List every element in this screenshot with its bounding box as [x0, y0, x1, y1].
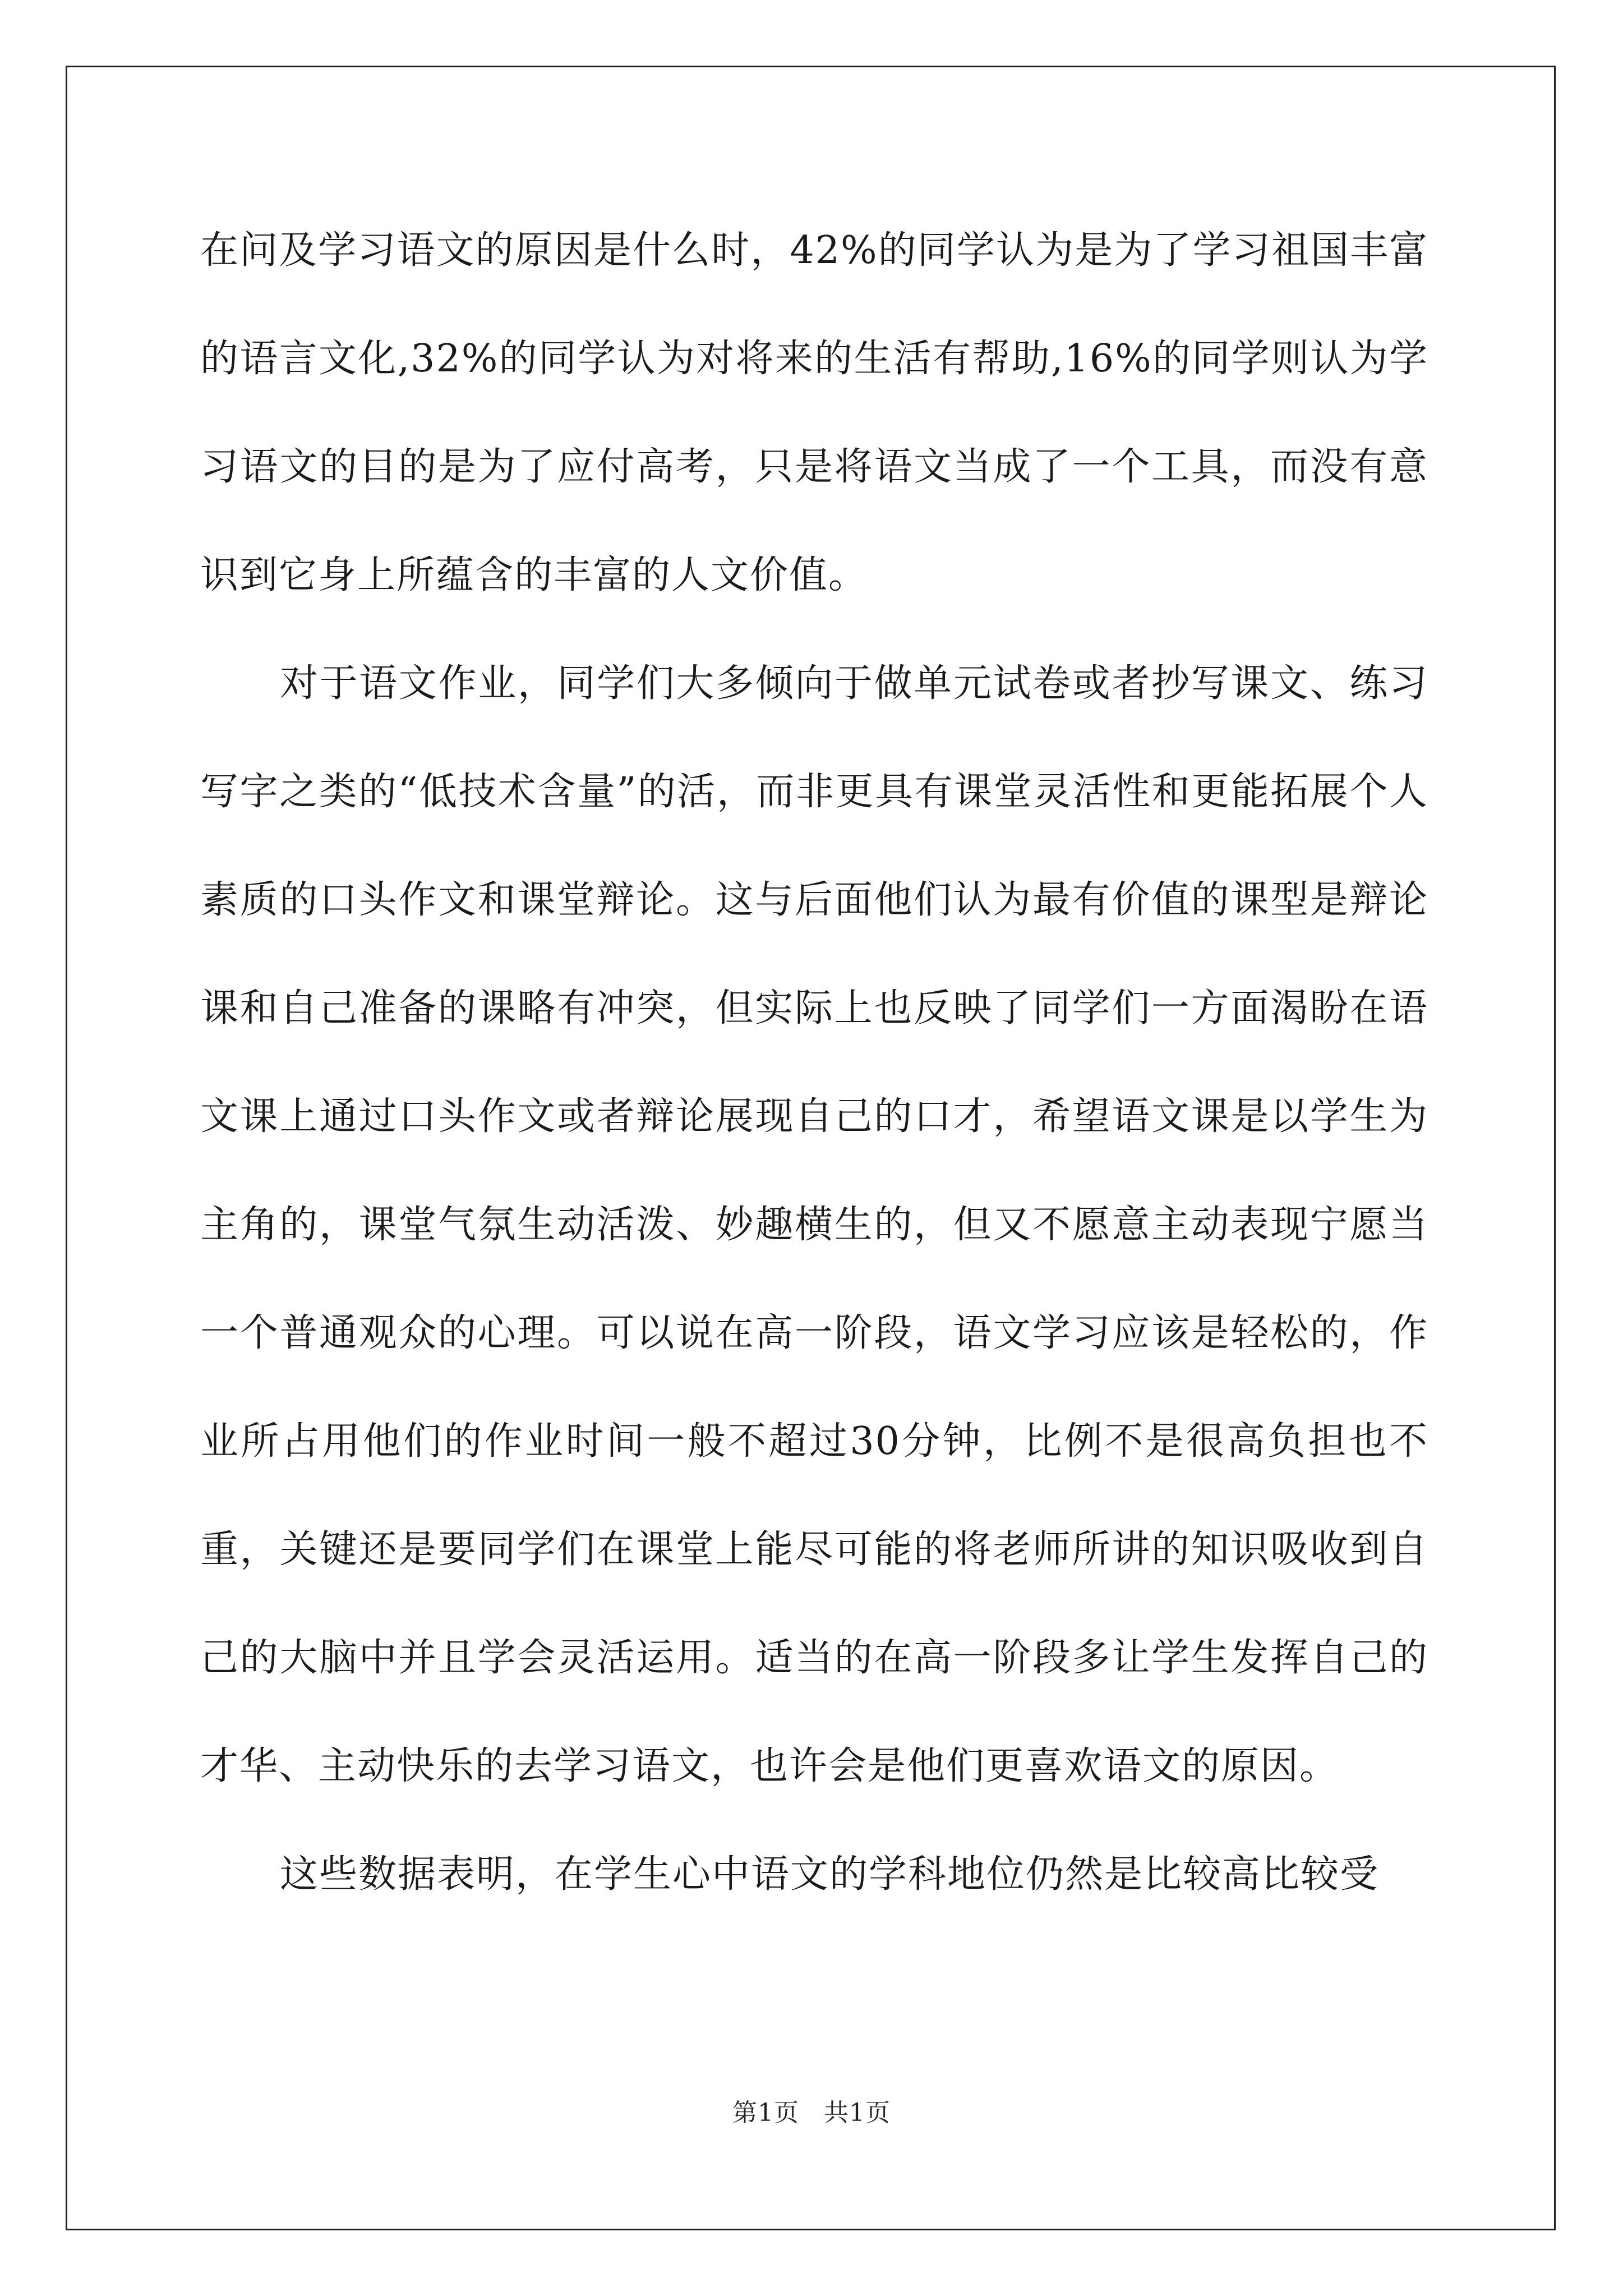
document-body [200, 196, 1428, 1929]
total-pages: 共1页 [824, 2099, 891, 2127]
page-footer [0, 2092, 1623, 2128]
page-number: 第1页 [732, 2099, 799, 2127]
paragraph-3: 这些数据表明，在学生心中语文的学科地位仍然是比较高比较受 [280, 1852, 1380, 1897]
paragraph-1: 在问及学习语文的原因是什么时，42%的同学认为是为了学习祖国丰富的语言文化,32%的同学认为对将来的生活有帮助,16%的同学则认为学习语文的目的是为了应付高考，只是将语文当成了一个工具，而没有意识到它身上所蕴含的丰富的人文价值。 [200, 228, 1428, 597]
paragraph-2: 对于语文作业，同学们大多倾向于做单元试卷或者抄写课文、练习写字之类的“低技术含量”的活，而非更具有课堂灵活性和更能拓展个人素质的口头作文和课堂辩论。这与后面他们认为最有价值的课型是辩论课和自己准备的课略有冲突，但实际上也反映了同学们一方面渴盼在语文课上通过口头作文或者辩论展现自己的口才，希望语文课是以学生为主角的，课堂气氛生动活泼、妙趣横生的，但又不愿意主动表现宁愿当一个普通观众的心理。可以说在高一阶段，语文学习应该是轻松的，作业所占用他们的作业时间一般不超过30分钟，比例不是很高负担也不重，关键还是要同学们在课堂上能尽可能的将老师所讲的知识吸收到自己的大脑中并且学会灵活运用。适当的在高一阶段多让学生发挥自己的才华、主动快乐的去学习语文，也许会是他们更喜欢语文的原因。 [200, 661, 1428, 1788]
